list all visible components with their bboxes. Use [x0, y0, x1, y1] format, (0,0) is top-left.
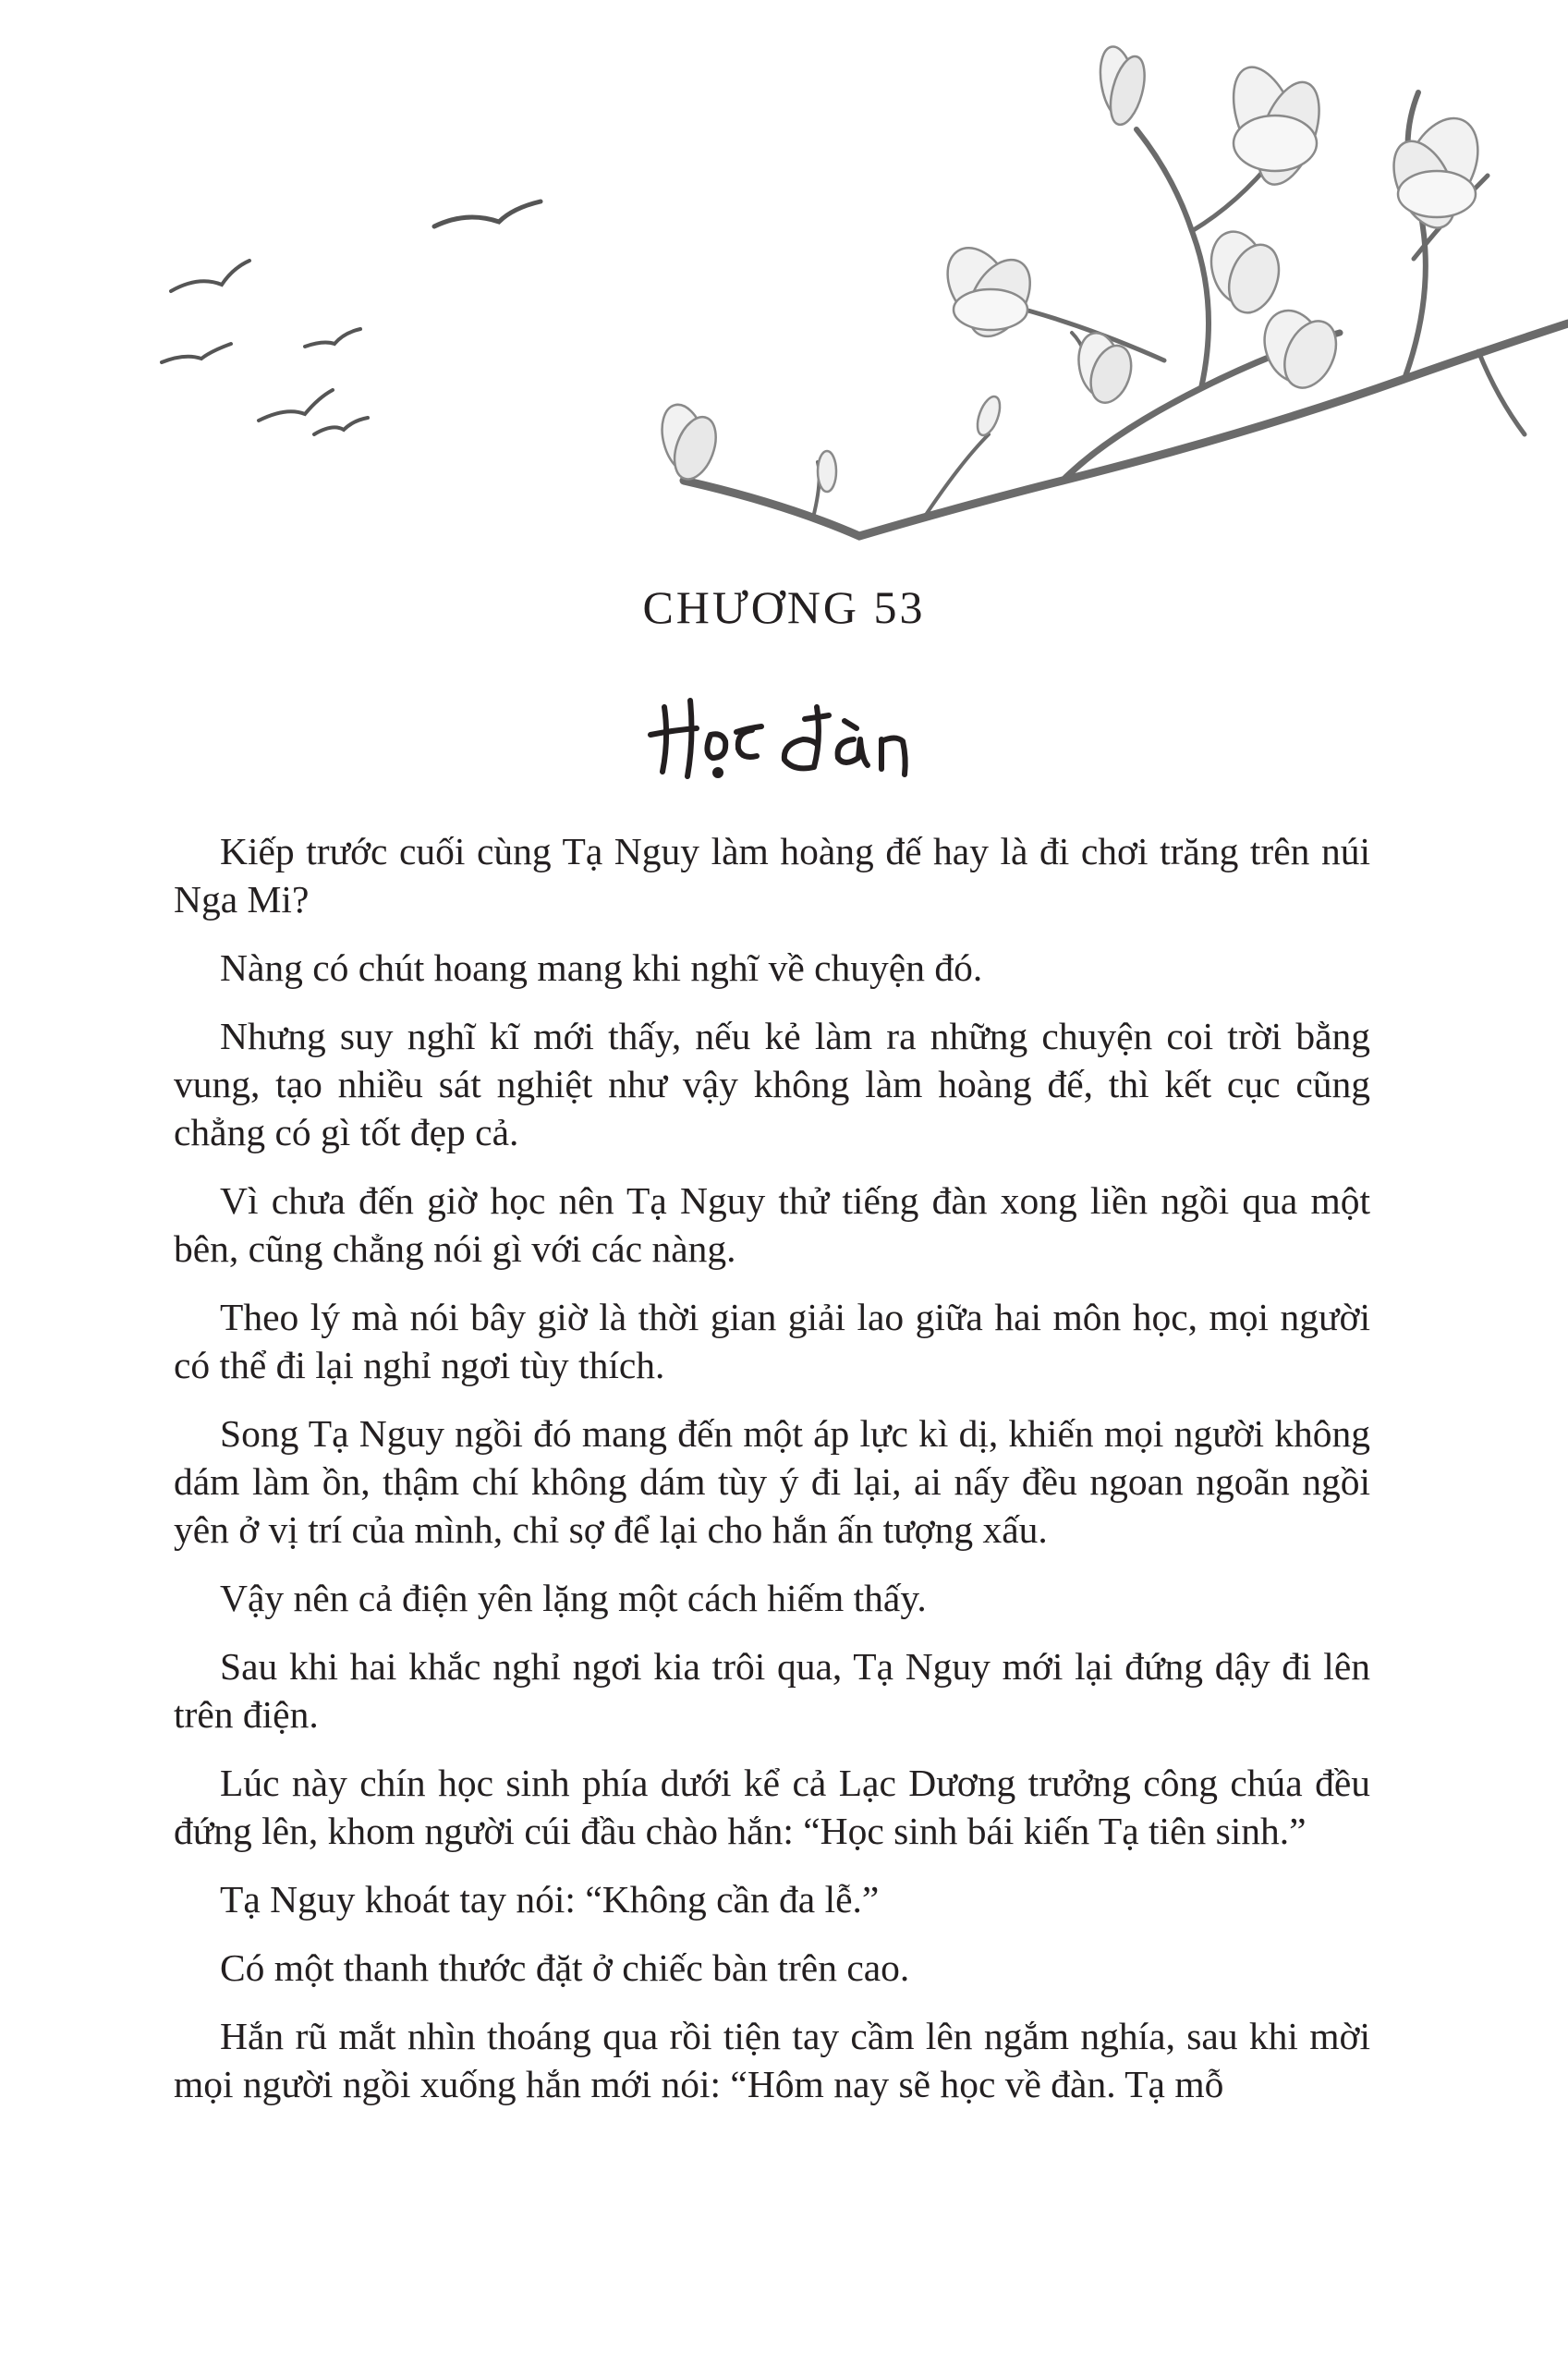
paragraph: Kiếp trước cuối cùng Tạ Nguy làm hoàng đế hay là đi chơi trăng trên núi Nga Mi? — [174, 830, 1370, 921]
chapter-title — [0, 684, 1568, 786]
birds-illustration — [162, 201, 541, 434]
paragraph: Tạ Nguy khoát tay nói: “Không cần đa lễ.” — [220, 1878, 880, 1921]
paragraph: Hắn rũ mắt nhìn thoáng qua rồi tiện tay cầm lên ngắm nghía, sau khi mời mọi người ngồi xuống hắn mới nói: “Hôm nay sẽ học về đàn. Tạ mỗ — [174, 2015, 1370, 2105]
paragraph: Có một thanh thước đặt ở chiếc bàn trên cao. — [220, 1946, 910, 1989]
paragraph: Nàng có chút hoang mang khi nghĩ về chuyện đó. — [220, 946, 983, 989]
paragraph: Vì chưa đến giờ học nên Tạ Nguy thử tiếng đàn xong liền ngồi qua một bên, cũng chẳng nói gì với các nàng. — [174, 1179, 1370, 1270]
paragraph: Song Tạ Nguy ngồi đó mang đến một áp lực kì dị, khiến mọi người không dám làm ồn, thậm chí không dám tùy ý đi lại, ai nấy đều ngoan ngoãn ngồi yên ở vị trí của mình, chỉ sợ để lại cho hắn ấn tượng xấu. — [174, 1412, 1370, 1551]
magnolia-flowers-illustration — [655, 43, 1492, 492]
paragraph: Lúc này chín học sinh phía dưới kể cả Lạc Dương trưởng công chúa đều đứng lên, khom người cúi đầu chào hắn: “Học sinh bái kiến Tạ tiên sinh.” — [174, 1762, 1370, 1852]
paragraph: Vậy nên cả điện yên lặng một cách hiếm thấy. — [220, 1577, 927, 1619]
paragraph: Sau khi hai khắc nghỉ ngơi kia trôi qua, Tạ Nguy mới lại đứng dậy đi lên trên điện. — [174, 1645, 1370, 1736]
paragraph: Nhưng suy nghĩ kĩ mới thấy, nếu kẻ làm ra những chuyện coi trời bằng vung, tạo nhiều sát nghiệt như vậy không làm hoàng đế, thì kết cục cũng chẳng có gì tốt đẹp cả. — [174, 1015, 1370, 1153]
chapter-body — [174, 827, 1370, 2128]
magnolia-branch-illustration — [0, 0, 1568, 555]
chapter-number: CHƯƠNG 53 — [642, 581, 926, 633]
chapter-title-calligraphy — [646, 684, 923, 786]
paragraph: Theo lý mà nói bây giờ là thời gian giải lao giữa hai môn học, mọi người có thể đi lại nghỉ ngơi tùy thích. — [174, 1296, 1370, 1386]
